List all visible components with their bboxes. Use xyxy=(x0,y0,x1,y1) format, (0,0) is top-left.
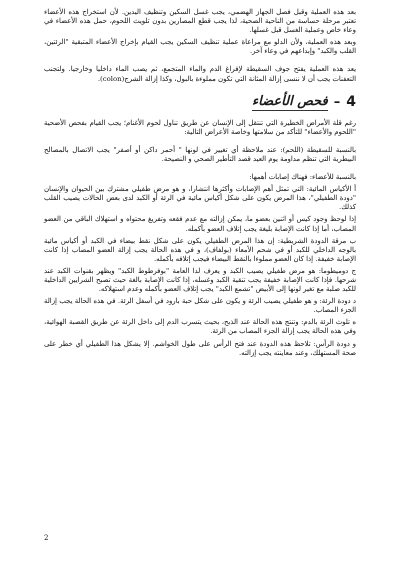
body-paragraph-headworm: و دودة الرأس: تلاحظ هذه الدودة عند فتح الرأس على طول الخواشم. إلا يشكل هذا الطفيلي أي خطر على صحة المستهلك، وعند معاينته يجب إزالته. xyxy=(44,339,356,357)
body-paragraph-hydatid: أ الأكياس المائية: التي تمثل أهم الإصابات وأكثرها انتشارا، و هو مرض طفيلي مشترك بين الحيوان والإنسان "دودة الطفيلي"، هذا المرض يكون على شكل أكياس مائية في الرئة أو الكبد لدى بعض الحالات يصيب القلب كذلك. xyxy=(44,185,356,212)
body-paragraph-organs: بالنسبة للأعضاء: فهناك إصابات أهمها: xyxy=(249,173,356,182)
intro-paragraph-3: يعد هذه العملية يفتح جوف السقيطة لإفراغ الدم والماء المتجمع، ثم يصب الماء داخليا وخارجيا. ولتجنب التعفنات يجب أن لا ننسى إزالة المثانة التي تكون مملوءة بالبول، وكذا إزالة الشرج(colon). xyxy=(44,65,356,83)
section-heading xyxy=(44,94,356,111)
body-paragraph-lungworm: د دودة الرئة: و هو طفيلي يصيب الرئة و يكون على شكل حبة بارود في أسفل الرئة. في هذه الحالة يجب إزالة الجزء المصاب. xyxy=(44,297,356,315)
intro-paragraph-2: وبعد هذه العملية، ولأن الدلو مع مراعاة عملية تنظيف السكين يجب القيام بإخراج الأعضاء المتبقية "الرئتين، القلب والكبد" وإبداعهم في وعاء آخر. xyxy=(44,38,356,56)
section-title: فحص الأعضاء xyxy=(252,93,328,109)
body-paragraph-tapeworm: ب مرقة الدودة الشريطية: إن هذا المرض الطفيلي يكون على شكل نقط بيضاء في الكبد أو أكياس مائية بالوجه الداخلي للكبد أو في شحم الأمعاء (بولفاف)، و في هذه الحالة يجب إزالة العضو المصاب إذا كانت الإصابة خفيفة. إذا كان العضو مملوءا بالنقط البيضاء فيجب إتلافه بأكمله. xyxy=(44,236,356,263)
section-number: 4 xyxy=(346,94,356,111)
intro-paragraph-1: بعد هذه العملية وقبل فصل الجهاز الهضمي، يجب غسل السكين وتنظيف اليدين. لأن استخراج هذه الأعضاء تعتبر مرحلة حساسة من الناحية الصحية، لذا يجب قطع المصارين بدون تلويث اللحوم، حمل هذه الأعضاء في وعاء خاص وعملية الغسل قبل غسلها. xyxy=(44,8,356,35)
body-paragraph-fluke: ج دوميطوما: هو مرض طفيلي يصيب الكبد و يعرف لدا العامة "بوفرطوط الكبد" ويظهر بقنوات الكبد عند شرحها. فإذا كانت الإصابة خفيفة يجب تنقية الكبد وغسله، إذا كانت الإصابة بالغة حيث تصبح الشرايين الداخلية للكبد صلبة مع تغير لونها إلى الأبيض "تشمع الكبد" يجب إتلاف العضو بأكمله وعدم استهلاكه. xyxy=(44,266,356,294)
page-number: 2 xyxy=(44,534,49,542)
body-paragraph-lung-blood: ه تلوث الرئة بالدم: وتنتج هذه الحالة عند الذبح، بحيث يتسرب الدم إلى داخل الرئة عن طريق القصبة الهوائية، وفي هذه الحالة يجب إزالة الجزء المصاب من الرئة. xyxy=(44,318,356,336)
body-paragraph-carcass: بالنسبة للسقيطة (اللحم): عند ملاحظة أي تغيير في لونها " أحمر داكن أو أصفر" يجب الاتصال بالمصالح البيطرية التي تنظم مداومة يوم العيد قصد التأطير الصحي و النصيحة. xyxy=(44,145,356,163)
body-paragraph-intro: رغم قلة الأمراض الخطيرة التي تنتقل إلى الإنسان عن طريق تناول لحوم الأغنام؛ يجب القيام بفحص الأضحية "اللحوم والأعضاء" للتأكد من سلامتها وخاصة الأعراض التالية: xyxy=(44,118,356,136)
body-paragraph-hydatid-action: إذا لوحظ وجود كيس أو اثنين بعضو ما، يمكن إزالته مع عدم فقعه وتفريغ محتواه و استهلاك الباقي من العضو المصاب، أما إذا كانت الإصابة بليغة يجب إتلاف العضو بأكمله. xyxy=(44,215,356,233)
bullet-icon: – xyxy=(333,94,341,110)
